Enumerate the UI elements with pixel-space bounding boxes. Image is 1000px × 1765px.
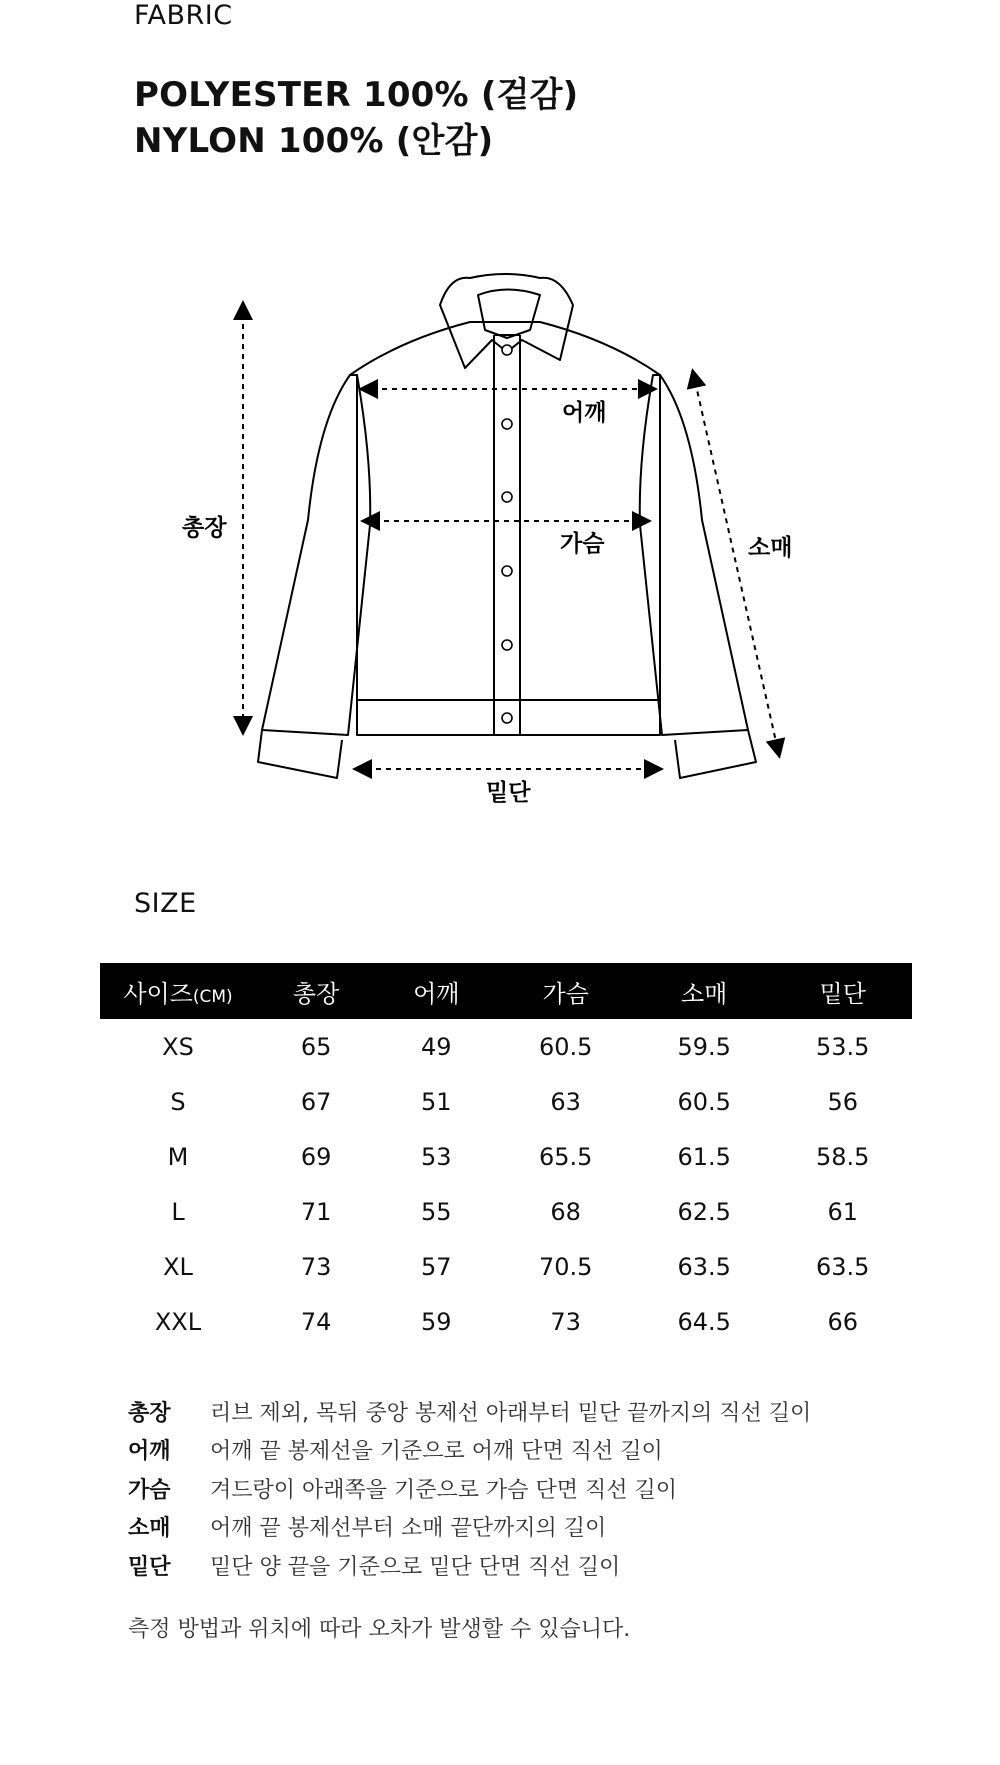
jacket-placket — [494, 335, 520, 735]
size-cell: XS — [162, 1032, 194, 1061]
hem-label: 밑단 — [486, 780, 531, 806]
value-cell: 63 — [550, 1087, 581, 1116]
value-cell: 73 — [300, 1252, 332, 1281]
size-table — [100, 963, 912, 1349]
value-cell: 62.5 — [677, 1197, 731, 1226]
note-chest — [128, 1469, 811, 1508]
value-cell: 53.5 — [816, 1032, 870, 1061]
table-row — [100, 1074, 912, 1129]
button-2 — [502, 419, 512, 429]
table-row — [100, 1184, 912, 1239]
value-cell: 53 — [421, 1142, 452, 1171]
fabric-lining: NYLON 100% (안감) — [134, 121, 494, 161]
jacket-buttons — [502, 345, 512, 723]
table-row — [100, 1294, 912, 1349]
size-cell: L — [171, 1197, 185, 1226]
value-cell: 57 — [421, 1252, 452, 1281]
jacket-diagram — [0, 240, 1000, 820]
size-cell: XXL — [154, 1307, 202, 1336]
sleeve-label: 소매 — [748, 535, 793, 561]
note-term: 밑단 — [128, 1554, 171, 1580]
value-cell: 61 — [827, 1197, 858, 1226]
fabric-outer: POLYESTER 100% (겉감) — [134, 75, 579, 115]
value-cell: 63.5 — [677, 1252, 731, 1281]
value-cell: 71 — [300, 1197, 332, 1226]
header-chest: 가슴 — [496, 963, 635, 1019]
measurement-notes — [128, 1392, 811, 1585]
value-cell: 74 — [300, 1307, 332, 1336]
value-cell: 51 — [421, 1087, 452, 1116]
value-cell: 65 — [300, 1032, 332, 1061]
button-3 — [502, 492, 512, 502]
size-table-header — [100, 963, 912, 1019]
sleeve-line — [693, 372, 779, 755]
note-shoulder — [128, 1431, 811, 1470]
disclaimer: 측정 방법과 위치에 따라 오차가 발생할 수 있습니다. — [128, 1617, 631, 1642]
note-desc: 밑단 양 끝을 기준으로 밑단 단면 직선 길이 — [210, 1554, 621, 1580]
value-cell: 65.5 — [538, 1142, 593, 1171]
size-cell: M — [167, 1142, 189, 1171]
value-cell: 56 — [827, 1087, 858, 1116]
value-cell: 55 — [421, 1197, 452, 1226]
value-cell: 66 — [827, 1307, 858, 1336]
value-cell: 60.5 — [538, 1032, 593, 1061]
header-sleeve: 소매 — [635, 963, 774, 1019]
header-size: 사이즈(CM) — [100, 963, 256, 1019]
value-cell: 61.5 — [677, 1142, 731, 1171]
header-shoulder: 어깨 — [376, 963, 496, 1019]
button-1 — [502, 345, 512, 355]
button-5 — [502, 640, 512, 650]
button-4 — [502, 566, 512, 576]
jacket-left-sleeve — [262, 375, 370, 735]
header-hem: 밑단 — [773, 963, 912, 1019]
value-cell: 68 — [550, 1197, 581, 1226]
total-length-label: 총장 — [182, 515, 227, 541]
note-hem — [128, 1546, 811, 1585]
value-cell: 59.5 — [677, 1032, 731, 1061]
value-cell: 70.5 — [538, 1252, 593, 1281]
value-cell: 73 — [550, 1307, 581, 1336]
note-total-length — [128, 1392, 811, 1431]
note-desc: 어깨 끝 봉제선부터 소매 끝단까지의 길이 — [210, 1516, 607, 1542]
note-sleeve — [128, 1508, 811, 1547]
chest-label: 가슴 — [560, 531, 605, 557]
fabric-label: FABRIC — [134, 0, 233, 31]
note-desc: 어깨 끝 봉제선을 기준으로 어깨 단면 직선 길이 — [210, 1439, 663, 1465]
header-total-length: 총장 — [256, 963, 376, 1019]
value-cell: 63.5 — [816, 1252, 870, 1281]
note-term: 총장 — [128, 1400, 171, 1426]
note-term: 소매 — [128, 1516, 171, 1542]
size-section-label: SIZE — [134, 888, 197, 919]
value-cell: 49 — [421, 1032, 452, 1061]
note-term: 어깨 — [128, 1439, 171, 1465]
note-desc: 겨드랑이 아래쪽을 기준으로 가슴 단면 직선 길이 — [210, 1477, 678, 1503]
value-cell: 67 — [300, 1087, 332, 1116]
table-row — [100, 1239, 912, 1294]
note-desc: 리브 제외, 목뒤 중앙 봉제선 아래부터 밑단 끝까지의 직선 길이 — [210, 1400, 812, 1426]
value-cell: 60.5 — [677, 1087, 731, 1116]
table-row — [100, 1129, 912, 1184]
jacket-right-sleeve — [640, 375, 748, 735]
size-cell: S — [170, 1087, 186, 1116]
button-6 — [502, 713, 512, 723]
shoulder-label: 어깨 — [562, 400, 607, 426]
value-cell: 59 — [421, 1307, 452, 1336]
value-cell: 64.5 — [677, 1307, 731, 1336]
value-cell: 69 — [300, 1142, 332, 1171]
note-term: 가슴 — [128, 1477, 171, 1503]
size-cell: XL — [163, 1252, 193, 1281]
value-cell: 58.5 — [816, 1142, 870, 1171]
table-row — [100, 1019, 912, 1074]
